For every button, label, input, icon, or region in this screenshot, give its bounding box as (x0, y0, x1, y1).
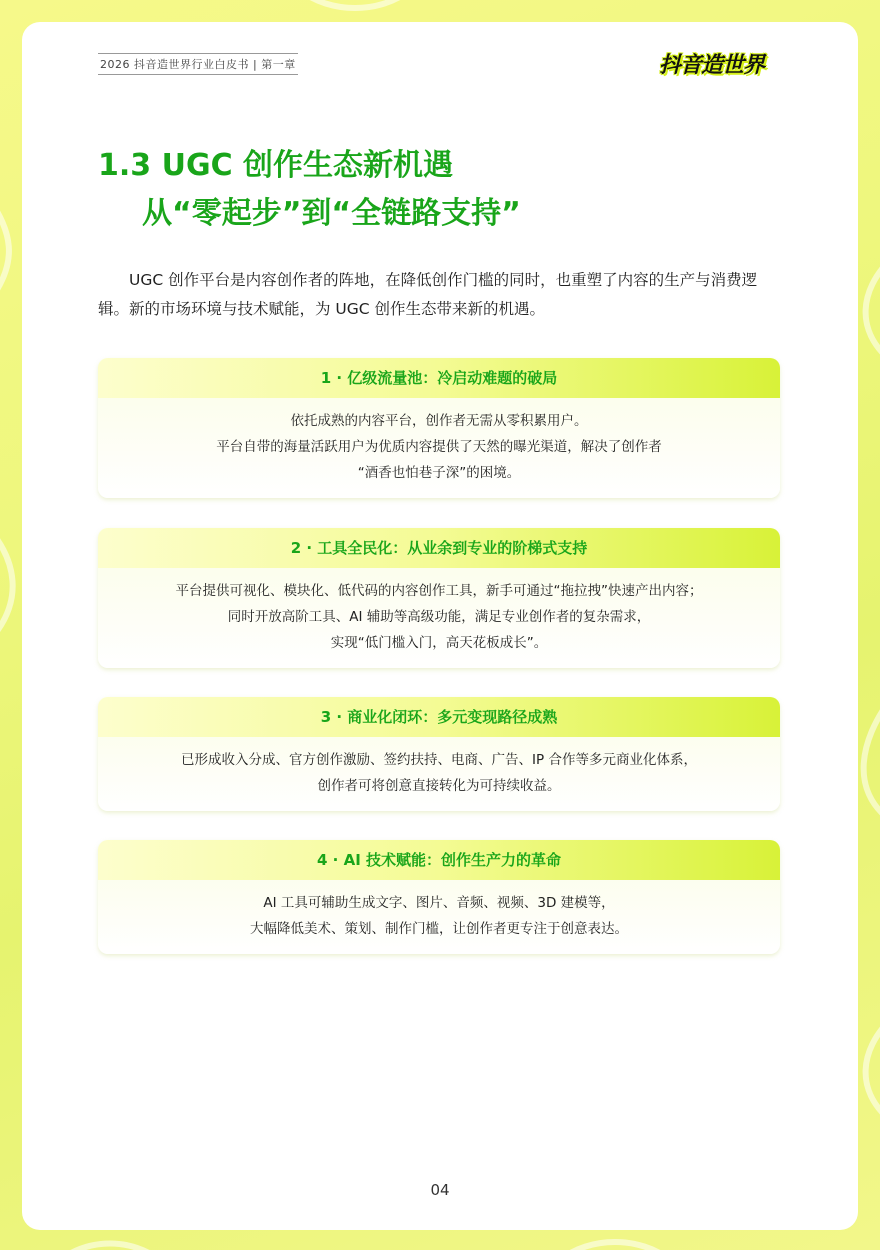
section-title (98, 142, 521, 238)
feature-card-line: 平台提供可视化、模块化、低代码的内容创作工具，新手可通过“拖拉拽”快速产出内容； (175, 583, 703, 599)
feature-card-line: 同时开放高阶工具、AI 辅助等高级功能，满足专业创作者的复杂需求， (227, 609, 651, 625)
document-page (22, 22, 858, 1230)
feature-card-body (98, 737, 780, 799)
feature-card-2 (98, 528, 780, 668)
section-title-line1: 1.3 UGC 创作生态新机遇 (98, 148, 454, 183)
intro-paragraph: UGC 创作平台是内容创作者的阵地，在降低创作门槛的同时，也重塑了内容的生产与消费逻辑。新的市场环境与技术赋能，为 UGC 创作生态带来新的机遇。 (98, 271, 758, 318)
page-number: 04 (430, 1181, 450, 1199)
feature-card-1 (98, 358, 780, 498)
feature-card-line: 平台自带的海量活跃用户为优质内容提供了天然的曝光渠道，解决了创作者 (216, 439, 662, 455)
feature-card-body (98, 880, 780, 942)
feature-card-line: 创作者可将创意直接转化为可持续收益。 (317, 778, 561, 794)
brand-logo: 抖音造世界 (658, 53, 764, 78)
feature-card-body (98, 568, 780, 656)
feature-card-heading: 1 · 亿级流量池：冷启动难题的破局 (98, 358, 780, 398)
page-header (98, 50, 764, 84)
feature-card-line: “酒香也怕巷子深”的困境。 (357, 465, 521, 481)
feature-card-heading: 2 · 工具全民化：从业余到专业的阶梯式支持 (98, 528, 780, 568)
feature-card-body (98, 398, 780, 486)
feature-card-3 (98, 697, 780, 811)
feature-card-line: AI 工具可辅助生成文字、图片、音频、视频、3D 建模等， (263, 895, 615, 911)
section-title-line2: 从“零起步”到“全链路支持” (142, 196, 521, 231)
feature-card-4 (98, 840, 780, 954)
feature-card-heading: 3 · 商业化闭环：多元变现路径成熟 (98, 697, 780, 737)
feature-card-line: 依托成熟的内容平台，创作者无需从零积累用户。 (290, 413, 588, 429)
breadcrumb: 2026 抖音造世界行业白皮书 | 第一章 (98, 53, 298, 75)
feature-card-line: 大幅降低美术、策划、制作门槛，让创作者更专注于创意表达。 (250, 921, 628, 937)
feature-card-line: 已形成收入分成、官方创作激励、签约扶持、电商、广告、IP 合作等多元商业化体系， (181, 752, 697, 768)
feature-card-line: 实现“低门槛入门，高天花板成长”。 (330, 635, 548, 651)
feature-card-heading: 4 · AI 技术赋能：创作生产力的革命 (98, 840, 780, 880)
